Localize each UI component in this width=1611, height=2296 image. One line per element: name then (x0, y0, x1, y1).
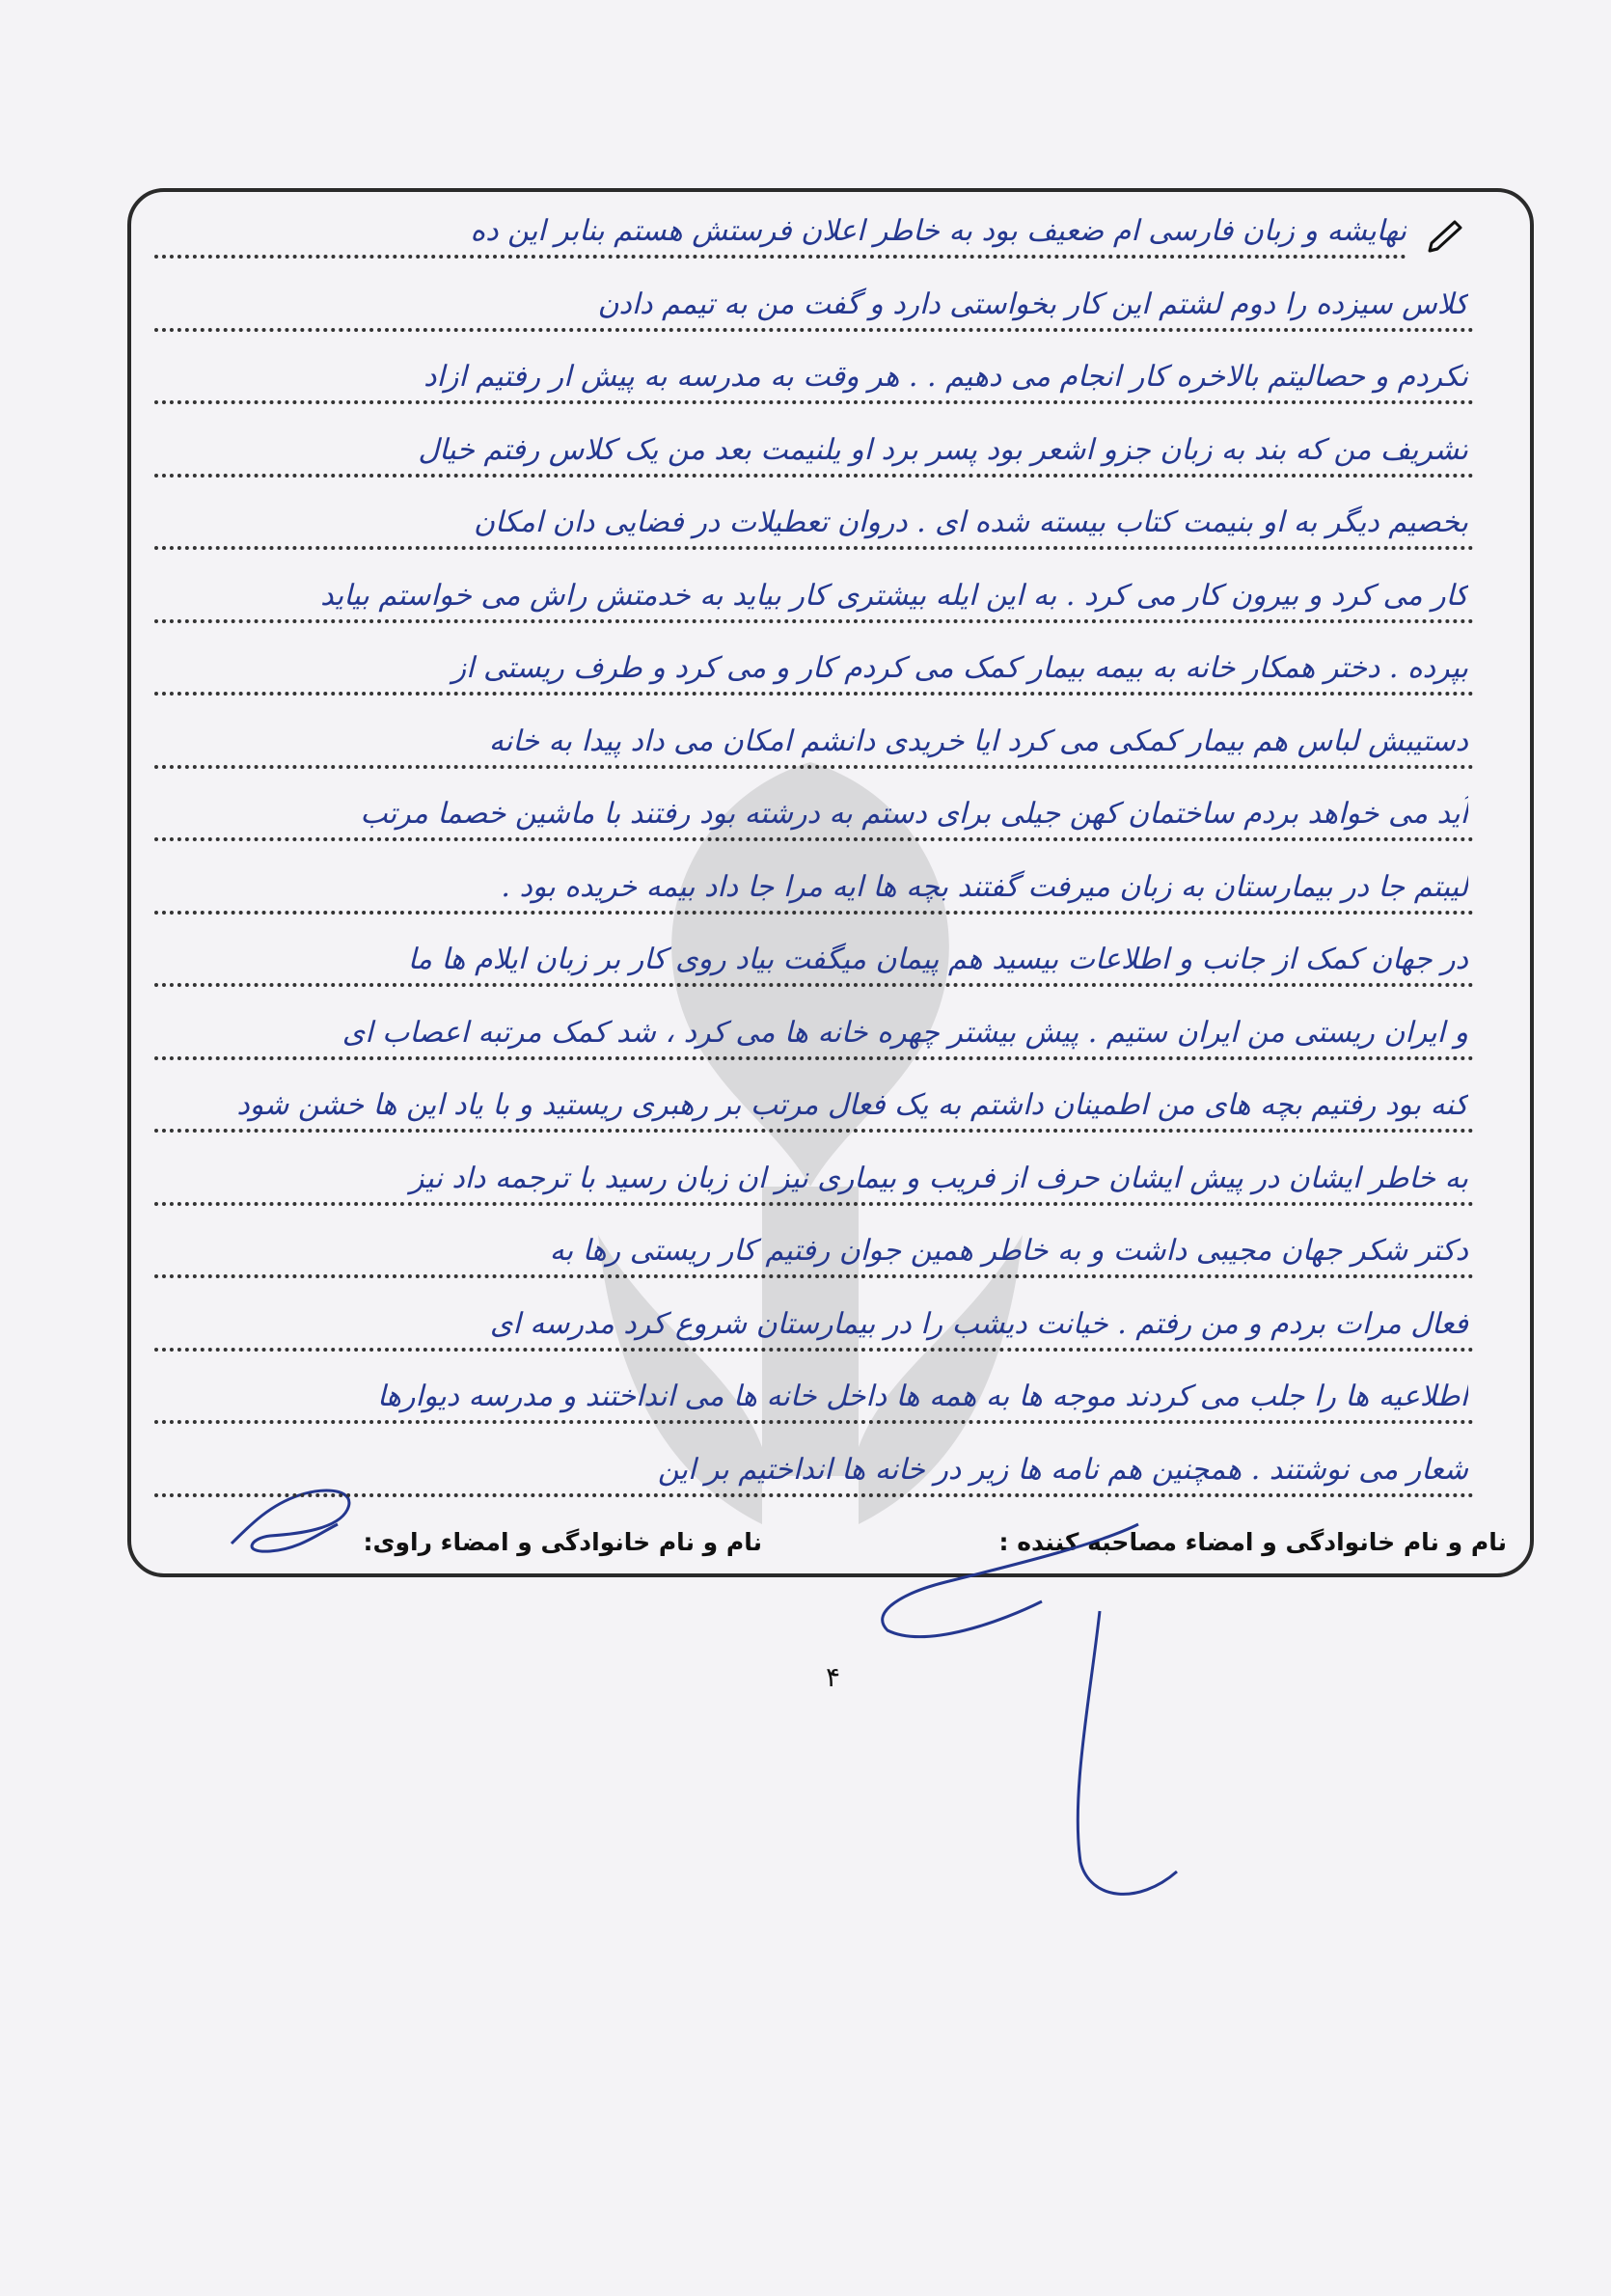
text-line (154, 781, 1474, 849)
text-line (154, 199, 1474, 266)
line-text: به خاطر ایشان در پیش ایشان حرف از فریب و بیماری نیز ان زبان رسید با ترجمه داد نیز (409, 1161, 1468, 1195)
dotted-rule (154, 837, 1474, 841)
dotted-rule (154, 1493, 1474, 1497)
line-text: کار می کرد و بیرون کار می کرد . به این ایله بیشتری کار بیاید به خدمتش راش می خواستم بیاید (320, 578, 1468, 613)
text-line (154, 1364, 1474, 1432)
line-text: شعار می نوشتند . همچنین هم نامه ها زیر در خانه ها انداختیم بر این (657, 1452, 1468, 1487)
line-text: بپرده . دختر همکار خانه به بیمه بیمار کمک می کردم کار و می کرد و طرف ریستی از (451, 651, 1468, 685)
line-text: تشریف من که بند به زبان جزو اشعر بود پسر برد او یلنیمت بعد من یک کلاس رفتم خیال (418, 432, 1468, 467)
dotted-rule (154, 400, 1474, 404)
line-text: کلاس سیزده را دوم لشتم این کار بخواستی دارد و گفت من به تیمم دادن (597, 287, 1468, 321)
line-text: نهایشه و زبان فارسی ام ضعیف بود به خاطر اعلان فرستش هستم بنابر این ده (470, 214, 1406, 248)
narrator-signature-label: نام و نام خانوادگی و امضاء راوی: (363, 1528, 762, 1556)
text-line (154, 1073, 1474, 1140)
line-text: لیبتم جا در بیمارستان به زبان میرفت گفتند بچه ها ایه مرا جا داد بیمه خریده بود . (501, 869, 1468, 904)
line-text: کنه بود رفتیم بچه های من اطمینان داشتم به یک فعال مرتب بر رهبری ریستید و با یاد این ها خشن شود (236, 1088, 1468, 1122)
text-line (154, 563, 1474, 631)
dotted-rule (154, 474, 1474, 478)
dotted-rule (154, 692, 1474, 696)
text-line (154, 636, 1474, 703)
dotted-rule (154, 911, 1474, 915)
dotted-rule (154, 619, 1474, 623)
line-text: در جهان کمک از جانب و اطلاعات بیسید هم پیمان میگفت بیاد روی کار بر زبان ایلام ها ما (407, 943, 1468, 976)
line-text: دکتر شکر جهان مجیبی داشت و به خاطر همین جوان رفتیم کار ریستی رها به (549, 1234, 1468, 1268)
dotted-rule (154, 1129, 1474, 1133)
text-line (154, 927, 1474, 995)
dotted-rule (154, 1348, 1474, 1352)
page-number: ۴ (826, 1661, 841, 1693)
text-line (154, 709, 1474, 777)
line-text: نکردم و حصالیتم بالاخره کار انجام می دهیم . . هر وقت به مدرسه به پیش ار رفتیم ازاد (423, 360, 1468, 394)
dotted-rule (154, 255, 1406, 259)
text-line (154, 1146, 1474, 1214)
text-line (154, 418, 1474, 485)
line-text: و ایران ریستی من ایران ستیم . پیش بیشتر چهره خانه ها می کرد ، شد کمک مرتبه اعصاب ای (341, 1015, 1468, 1050)
dotted-rule (154, 1056, 1474, 1060)
text-line (154, 855, 1474, 922)
interviewer-signature (849, 1505, 1196, 1910)
text-line (154, 1000, 1474, 1068)
dotted-rule (154, 983, 1474, 987)
dotted-rule (154, 1274, 1474, 1278)
line-text: بخصیم دیگر به او بنیمت کتاب بیسته شده ای . دروان تعطیلات در فضایی دان امکان (473, 506, 1468, 539)
text-line (154, 272, 1474, 340)
text-line (154, 1292, 1474, 1359)
line-text: آید می خواهد بردم ساختمان کهن جیلی برای دستم به درشته بود رفتند با ماشین خصما مرتب (360, 797, 1468, 831)
line-text: دستیبش لباس هم بیمار کمکی می کرد ایا خریدی دانشم امکان می داد پیدا به خانه (488, 724, 1468, 758)
text-line (154, 344, 1474, 412)
dotted-rule (154, 328, 1474, 332)
dotted-rule (154, 765, 1474, 769)
text-line (154, 1218, 1474, 1286)
line-text: اطلاعیه ها را جلب می کردند موجه ها به همه ها داخل خانه ها می انداختند و مدرسه دیوارها (377, 1380, 1468, 1413)
line-text: فعال مرات بردم و من رفتم . خیانت دیشب را در بیمارستان شروع کرد مدرسه ای (489, 1306, 1468, 1341)
text-line (154, 1437, 1474, 1505)
interviewer-signature-label: نام و نام خانوادگی و امضاء مصاحبه کننده : (998, 1528, 1507, 1556)
dotted-rule (154, 1202, 1474, 1206)
text-line (154, 490, 1474, 558)
dotted-rule (154, 546, 1474, 550)
dotted-rule (154, 1420, 1474, 1424)
